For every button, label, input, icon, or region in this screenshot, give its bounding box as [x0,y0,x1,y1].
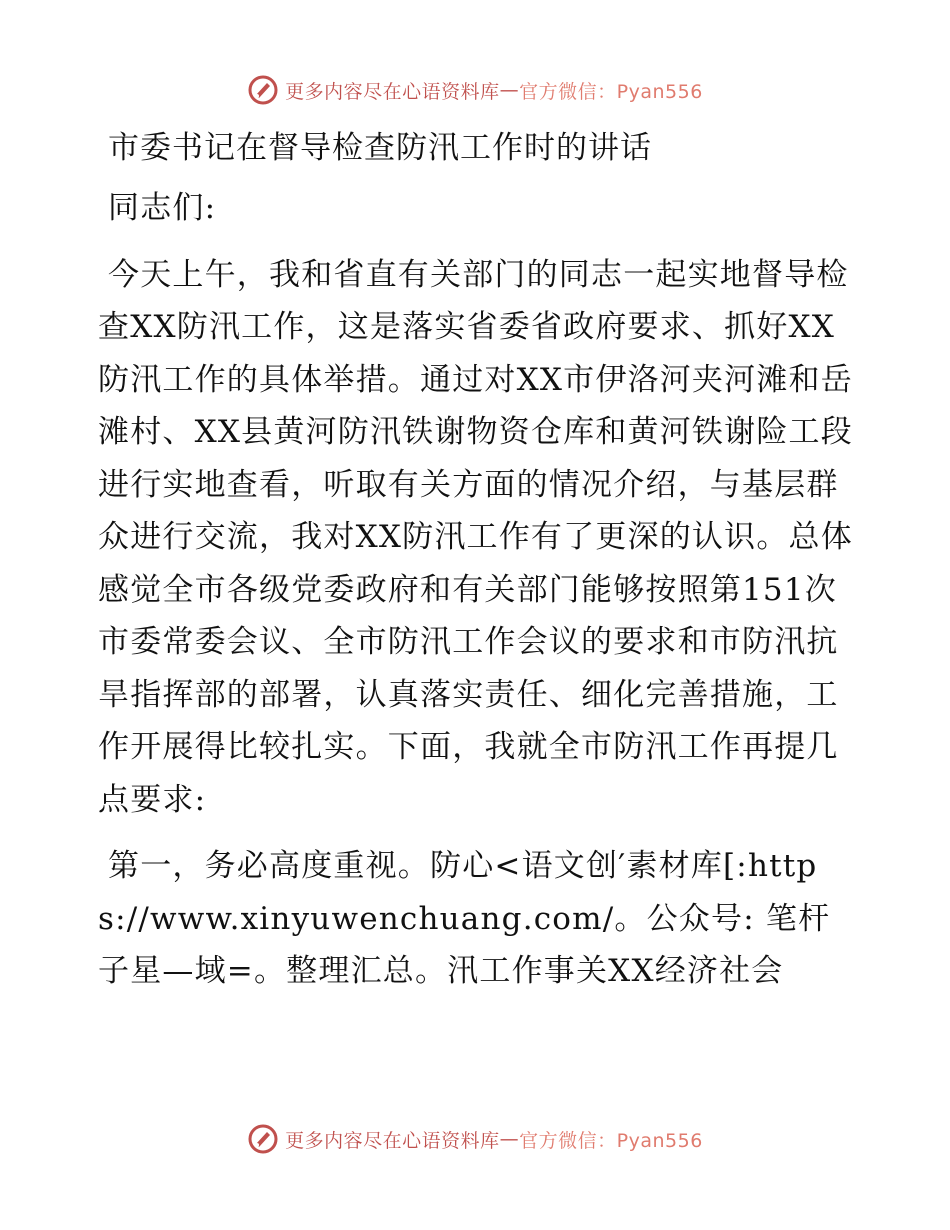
watermark-footer [0,1117,950,1161]
watermark-main-text: 更多内容尽在心语资料库 [285,80,500,103]
document-body [98,120,858,998]
watermark-wechat-text: 官方微信：Pyan556 [519,80,703,103]
watermark-separator: — [499,1128,520,1150]
logo-icon [247,1123,279,1155]
watermark-separator: — [499,79,520,101]
document-title: 市委书记在督导检查防汛工作时的讲话 [108,130,652,166]
logo-icon [247,74,279,106]
paragraph-1: 今天上午，我和省直有关部门的同志一起实地督导检查XX防汛工作，这是落实省委省政府要求、抓好XX防汛工作的具体举措。通过对XX市伊洛河夹河滩和岳滩村、XX县黄河防汛铁谢物资仓库和黄河铁谢险工段进行实地查看，听取有关方面的情况介绍，与基层群众进行交流，我对XX防汛工作有了更深的认识。总体感觉全市各级党委政府和有关部门能够按照第151次市委常委会议、全市防汛工作会议的要求和市防汛抗旱指挥部的部署，认真落实责任、细化完善措施，工作开展得比较扎实。下面，我就全市防汛工作再提几点要求: [98,256,853,818]
paragraph-2: 第一，务必高度重视。防心<语文创′素材库[:https://www.xinyuwenchuang.com/。公众号: 笔杆子星—域=。整理汇总。汛工作事关XX经济社会 [98,848,831,989]
watermark-wechat-text: 官方微信：Pyan556 [519,1129,703,1152]
watermark-header [0,68,950,112]
greeting: 同志们: [108,190,217,226]
watermark-main-text: 更多内容尽在心语资料库 [285,1129,500,1152]
